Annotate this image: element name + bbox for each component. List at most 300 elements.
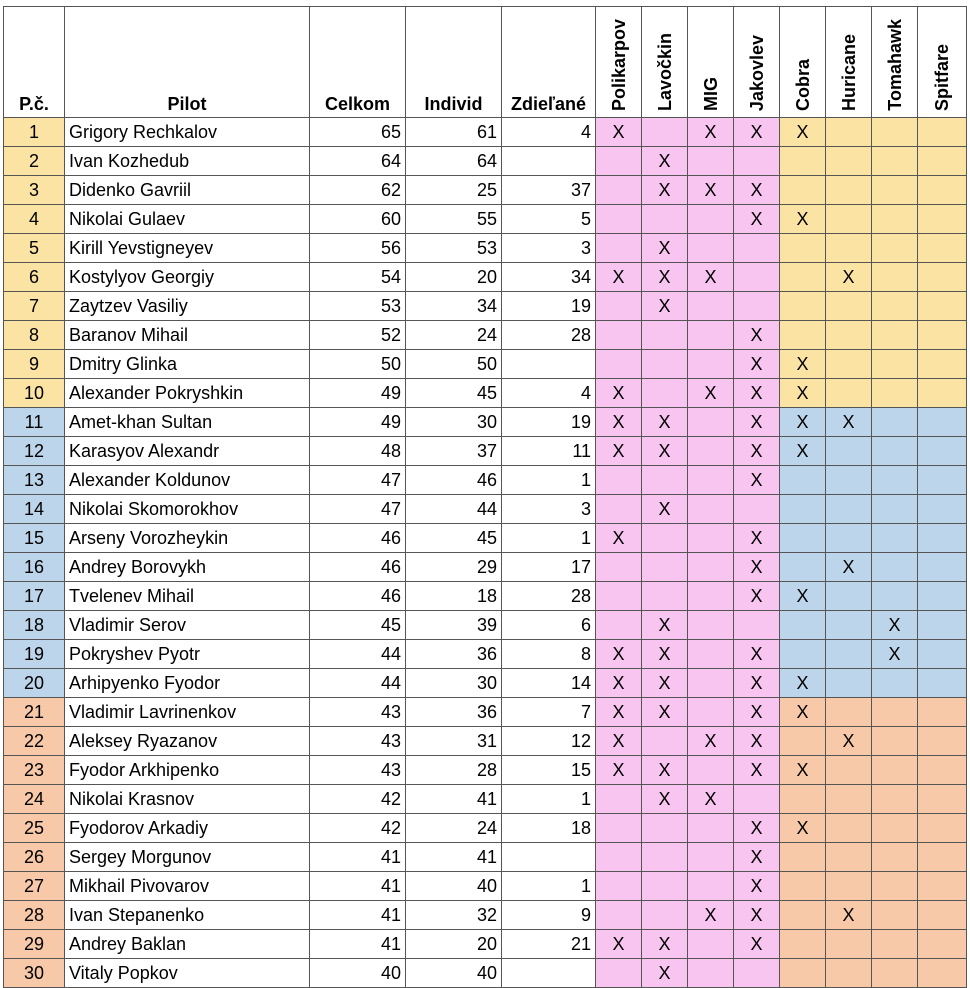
row-number: 8 [4,321,65,350]
row-number: 17 [4,582,65,611]
zdielane-value: 34 [502,263,596,292]
individ-value: 32 [406,901,502,930]
individ-value: 46 [406,466,502,495]
celkom-value: 49 [310,408,406,437]
plane-mark-cell: X [642,234,688,263]
plane-mark-cell: X [780,437,826,466]
pilot-name: Karasyov Alexandr [65,437,310,466]
table-row [4,495,967,524]
plane-mark-cell [688,669,734,698]
pilot-name: Aleksey Ryazanov [65,727,310,756]
plane-mark-cell [780,640,826,669]
plane-mark-cell [688,843,734,872]
row-number: 24 [4,785,65,814]
zdielane-value: 6 [502,611,596,640]
plane-mark-cell [918,611,967,640]
celkom-value: 41 [310,843,406,872]
plane-mark-cell: X [642,698,688,727]
plane-mark-cell [780,147,826,176]
plane-mark-cell [872,379,918,408]
celkom-value: 46 [310,553,406,582]
row-number: 29 [4,930,65,959]
zdielane-value [502,843,596,872]
pilot-name: Arhipyenko Fyodor [65,669,310,698]
plane-mark-cell: X [642,176,688,205]
individ-value: 41 [406,785,502,814]
individ-value: 18 [406,582,502,611]
plane-mark-cell [642,321,688,350]
plane-mark-cell: X [596,727,642,756]
plane-mark-cell [780,930,826,959]
zdielane-value: 3 [502,495,596,524]
plane-mark-cell [918,350,967,379]
plane-mark-cell [918,814,967,843]
plane-mark-cell: X [642,292,688,321]
plane-mark-cell [918,640,967,669]
header-plane-lavockin: Lavočkin [642,7,688,118]
plane-mark-cell [918,234,967,263]
plane-mark-cell [872,437,918,466]
plane-mark-cell [826,524,872,553]
plane-mark-cell [688,698,734,727]
plane-mark-cell [826,640,872,669]
plane-mark-cell [872,901,918,930]
row-number: 4 [4,205,65,234]
table-row [4,814,967,843]
zdielane-value: 19 [502,408,596,437]
table-row [4,959,967,988]
zdielane-value: 8 [502,640,596,669]
plane-mark-cell: X [734,698,780,727]
pilot-name: Grigory Rechkalov [65,118,310,147]
individ-value: 45 [406,379,502,408]
plane-mark-cell [826,756,872,785]
plane-mark-cell [826,466,872,495]
plane-mark-cell [596,205,642,234]
plane-mark-cell [918,669,967,698]
plane-mark-cell [918,466,967,495]
row-number: 15 [4,524,65,553]
celkom-value: 43 [310,756,406,785]
plane-mark-cell: X [780,118,826,147]
plane-mark-cell: X [734,408,780,437]
row-number: 30 [4,959,65,988]
zdielane-value: 3 [502,234,596,263]
plane-mark-cell [596,582,642,611]
table-row [4,466,967,495]
table-row [4,379,967,408]
plane-mark-cell [596,234,642,263]
header-plane-cobra: Cobra [780,7,826,118]
plane-mark-cell [688,553,734,582]
row-number: 2 [4,147,65,176]
plane-mark-cell [734,611,780,640]
plane-mark-cell: X [596,930,642,959]
zdielane-value: 5 [502,205,596,234]
celkom-value: 43 [310,698,406,727]
plane-mark-cell [642,582,688,611]
plane-mark-cell [872,321,918,350]
plane-mark-cell: X [780,350,826,379]
plane-mark-cell [872,843,918,872]
plane-mark-cell: X [780,408,826,437]
plane-mark-cell: X [734,901,780,930]
plane-mark-cell [872,698,918,727]
plane-mark-cell [872,408,918,437]
plane-mark-cell [642,350,688,379]
individ-value: 24 [406,321,502,350]
plane-mark-cell [780,321,826,350]
row-number: 11 [4,408,65,437]
celkom-value: 41 [310,872,406,901]
zdielane-value: 28 [502,321,596,350]
plane-mark-cell: X [688,379,734,408]
plane-mark-cell [596,553,642,582]
plane-mark-cell [596,495,642,524]
plane-mark-cell [596,466,642,495]
celkom-value: 48 [310,437,406,466]
plane-mark-cell [826,205,872,234]
plane-mark-cell [688,147,734,176]
row-number: 9 [4,350,65,379]
pilot-name: Amet-khan Sultan [65,408,310,437]
plane-mark-cell [918,727,967,756]
plane-mark-cell: X [780,814,826,843]
row-number: 12 [4,437,65,466]
header-plane-jakovlev: Jakovlev [734,7,780,118]
celkom-value: 44 [310,640,406,669]
pilot-name: Kirill Yevstigneyev [65,234,310,263]
zdielane-value: 15 [502,756,596,785]
plane-mark-cell: X [826,553,872,582]
plane-mark-cell: X [642,930,688,959]
plane-mark-cell [826,147,872,176]
zdielane-value: 1 [502,872,596,901]
pilot-name: Alexander Koldunov [65,466,310,495]
plane-mark-cell: X [780,379,826,408]
plane-mark-cell [826,176,872,205]
plane-mark-cell [734,495,780,524]
table-row [4,176,967,205]
row-number: 16 [4,553,65,582]
table-body [4,118,967,988]
plane-mark-cell [596,611,642,640]
plane-mark-cell: X [734,582,780,611]
plane-mark-cell [688,959,734,988]
celkom-value: 52 [310,321,406,350]
individ-value: 36 [406,698,502,727]
plane-mark-cell [826,814,872,843]
plane-mark-cell [872,727,918,756]
individ-value: 30 [406,669,502,698]
plane-mark-cell [872,930,918,959]
plane-mark-cell [688,930,734,959]
plane-mark-cell [642,379,688,408]
table-row [4,872,967,901]
plane-mark-cell [918,205,967,234]
plane-mark-cell [688,611,734,640]
row-number: 18 [4,611,65,640]
plane-mark-cell [688,234,734,263]
pilot-name: Andrey Baklan [65,930,310,959]
plane-mark-cell [780,553,826,582]
plane-mark-cell [688,466,734,495]
plane-mark-cell: X [872,611,918,640]
header-plane-spitfare: Spitfare [918,7,967,118]
plane-mark-cell: X [596,379,642,408]
plane-mark-cell [918,785,967,814]
plane-mark-cell: X [734,321,780,350]
plane-mark-cell [872,263,918,292]
plane-mark-cell: X [688,901,734,930]
plane-mark-cell: X [780,205,826,234]
pilot-name: Andrey Borovykh [65,553,310,582]
pilot-name: Kostylyov Georgiy [65,263,310,292]
plane-mark-cell [918,437,967,466]
plane-mark-cell: X [596,118,642,147]
plane-mark-cell [688,350,734,379]
table-row [4,611,967,640]
table-row [4,669,967,698]
celkom-value: 46 [310,524,406,553]
row-number: 10 [4,379,65,408]
row-number: 25 [4,814,65,843]
plane-mark-cell [918,959,967,988]
row-number: 7 [4,292,65,321]
row-number: 28 [4,901,65,930]
table-row [4,321,967,350]
plane-mark-cell [780,901,826,930]
plane-mark-cell: X [734,553,780,582]
plane-mark-cell: X [734,118,780,147]
row-number: 1 [4,118,65,147]
plane-mark-cell [918,553,967,582]
plane-mark-cell [872,582,918,611]
plane-mark-cell [826,669,872,698]
plane-mark-cell [872,553,918,582]
plane-mark-cell: X [642,147,688,176]
plane-mark-cell [596,814,642,843]
plane-mark-cell [826,872,872,901]
plane-mark-cell [826,350,872,379]
header-plane-mig: MIG [688,7,734,118]
plane-mark-cell [918,118,967,147]
celkom-value: 56 [310,234,406,263]
pilot-name: Nikolai Skomorokhov [65,495,310,524]
plane-mark-cell [872,118,918,147]
plane-mark-cell: X [642,263,688,292]
plane-mark-cell [642,843,688,872]
plane-mark-cell: X [780,669,826,698]
plane-mark-cell [734,959,780,988]
plane-mark-cell [596,350,642,379]
plane-mark-cell [918,263,967,292]
pilot-name: Vladimir Serov [65,611,310,640]
header-zdielane: Zdieľané [502,7,596,118]
individ-value: 31 [406,727,502,756]
individ-value: 55 [406,205,502,234]
header-plane-tomahawk: Tomahawk [872,7,918,118]
plane-mark-cell: X [596,640,642,669]
celkom-value: 65 [310,118,406,147]
plane-mark-cell [596,785,642,814]
plane-mark-cell: X [734,669,780,698]
zdielane-value: 17 [502,553,596,582]
plane-mark-cell [826,437,872,466]
plane-mark-cell [918,843,967,872]
pilot-name: Didenko Gavriil [65,176,310,205]
plane-mark-cell: X [596,669,642,698]
plane-mark-cell [918,930,967,959]
plane-mark-cell: X [596,524,642,553]
plane-mark-cell [780,234,826,263]
table-row [4,292,967,321]
plane-mark-cell: X [734,205,780,234]
zdielane-value: 14 [502,669,596,698]
pilot-name: Pokryshev Pyotr [65,640,310,669]
plane-mark-cell [688,756,734,785]
zdielane-value: 4 [502,379,596,408]
plane-mark-cell [780,176,826,205]
table-row [4,147,967,176]
header-plane-polikarpov: Polikarpov [596,7,642,118]
plane-mark-cell [872,205,918,234]
celkom-value: 40 [310,959,406,988]
celkom-value: 62 [310,176,406,205]
plane-mark-cell: X [780,756,826,785]
plane-mark-cell [826,582,872,611]
individ-value: 24 [406,814,502,843]
table-row [4,930,967,959]
zdielane-value: 12 [502,727,596,756]
header-pilot: Pilot [65,7,310,118]
zdielane-value [502,350,596,379]
plane-mark-cell: X [826,263,872,292]
row-number: 26 [4,843,65,872]
celkom-value: 42 [310,814,406,843]
table-row [4,582,967,611]
plane-mark-cell [872,814,918,843]
plane-mark-cell [872,147,918,176]
individ-value: 64 [406,147,502,176]
plane-mark-cell [918,901,967,930]
table-row [4,640,967,669]
plane-mark-cell [780,785,826,814]
zdielane-value: 37 [502,176,596,205]
individ-value: 36 [406,640,502,669]
plane-mark-cell [918,321,967,350]
table-row [4,350,967,379]
header-individ: Individ [406,7,502,118]
plane-mark-cell [918,756,967,785]
plane-mark-cell: X [596,437,642,466]
zdielane-value: 9 [502,901,596,930]
zdielane-value: 21 [502,930,596,959]
plane-mark-cell: X [642,669,688,698]
plane-mark-cell [872,524,918,553]
zdielane-value: 11 [502,437,596,466]
celkom-value: 44 [310,669,406,698]
plane-mark-cell [872,785,918,814]
header-plane-huricane: Huricane [826,7,872,118]
plane-mark-cell: X [734,756,780,785]
individ-value: 34 [406,292,502,321]
plane-mark-cell: X [642,959,688,988]
plane-mark-cell: X [734,466,780,495]
individ-value: 20 [406,930,502,959]
pilot-name: Zaytzev Vasiliy [65,292,310,321]
table-row [4,901,967,930]
plane-mark-cell [872,872,918,901]
row-number: 6 [4,263,65,292]
plane-mark-cell [642,205,688,234]
pilot-name: Vitaly Popkov [65,959,310,988]
plane-mark-cell [688,640,734,669]
plane-mark-cell [872,176,918,205]
zdielane-value: 1 [502,785,596,814]
pilot-name: Alexander Pokryshkin [65,379,310,408]
plane-mark-cell [734,292,780,321]
plane-mark-cell [642,553,688,582]
plane-mark-cell [918,582,967,611]
individ-value: 30 [406,408,502,437]
table-row [4,437,967,466]
individ-value: 39 [406,611,502,640]
plane-mark-cell [826,321,872,350]
table-row [4,234,967,263]
celkom-value: 47 [310,495,406,524]
plane-mark-cell [918,495,967,524]
pilot-name: Baranov Mihail [65,321,310,350]
plane-mark-cell [826,930,872,959]
plane-mark-cell [688,524,734,553]
plane-mark-cell: X [688,727,734,756]
celkom-value: 64 [310,147,406,176]
plane-mark-cell [826,379,872,408]
pilot-name: Nikolai Krasnov [65,785,310,814]
plane-mark-cell [872,292,918,321]
plane-mark-cell [596,147,642,176]
plane-mark-cell [642,814,688,843]
plane-mark-cell: X [734,930,780,959]
plane-mark-cell: X [596,698,642,727]
zdielane-value: 7 [502,698,596,727]
plane-mark-cell [642,118,688,147]
plane-mark-cell [734,234,780,263]
plane-mark-cell [780,872,826,901]
plane-mark-cell [642,727,688,756]
plane-mark-cell: X [734,814,780,843]
zdielane-value: 28 [502,582,596,611]
zdielane-value: 18 [502,814,596,843]
plane-mark-cell [642,901,688,930]
plane-mark-cell [918,379,967,408]
zdielane-value: 1 [502,466,596,495]
celkom-value: 53 [310,292,406,321]
plane-mark-cell [826,495,872,524]
celkom-value: 43 [310,727,406,756]
celkom-value: 50 [310,350,406,379]
individ-value: 20 [406,263,502,292]
pilot-name: Arseny Vorozheykin [65,524,310,553]
plane-mark-cell: X [596,408,642,437]
individ-value: 25 [406,176,502,205]
plane-mark-cell [596,901,642,930]
individ-value: 40 [406,959,502,988]
plane-mark-cell: X [734,350,780,379]
individ-value: 41 [406,843,502,872]
plane-mark-cell: X [642,408,688,437]
